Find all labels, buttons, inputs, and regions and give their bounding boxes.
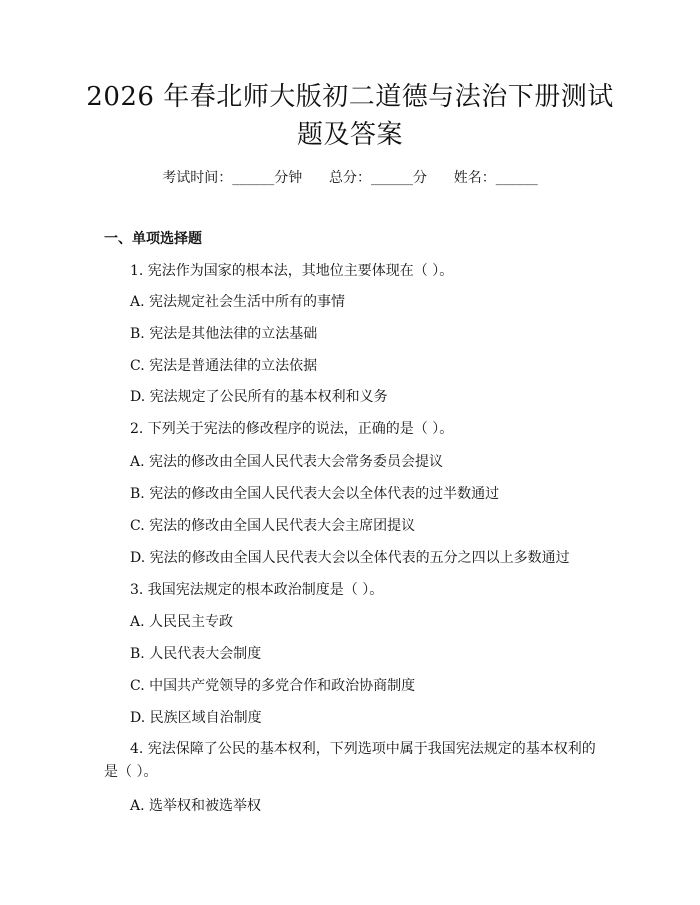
question-2-stem: 2. 下列关于宪法的修改程序的说法，正确的是（ ）。	[130, 421, 454, 437]
question-1-option-b: B. 宪法是其他法律的立法基础	[130, 326, 318, 342]
question-1-option-c: C. 宪法是普通法律的立法依据	[130, 358, 318, 374]
question-4-option-a: A. 选举权和被选举权	[130, 798, 262, 814]
question-2-option-b: B. 宪法的修改由全国人民代表大会以全体代表的过半数通过	[130, 486, 500, 502]
title-line-1: 2026 年春北师大版初二道德与法治下册测试	[86, 82, 614, 112]
title-line-2: 题及答案	[296, 120, 403, 150]
question-2-option-c: C. 宪法的修改由全国人民代表大会主席团提议	[130, 518, 416, 534]
document-title	[60, 78, 640, 154]
question-3-stem: 3. 我国宪法规定的根本政治制度是（ ）。	[130, 582, 384, 598]
question-3-option-a: A. 人民民主专政	[130, 614, 234, 630]
section-heading: 一、单项选择题	[104, 231, 202, 247]
question-2-option-d: D. 宪法的修改由全国人民代表大会以全体代表的五分之四以上多数通过	[130, 550, 570, 566]
question-4-stem-line-2: 是（ ）。	[104, 764, 158, 780]
question-1-stem: 1. 宪法作为国家的根本法，其地位主要体现在（ ）。	[130, 263, 454, 279]
question-3-option-d: D. 民族区域自治制度	[130, 710, 262, 726]
question-2-option-a: A. 宪法的修改由全国人民代表大会常务委员会提议	[130, 454, 444, 470]
question-4-stem-line-1: 4. 宪法保障了公民的基本权利，下列选项中属于我国宪法规定的基本权利的	[130, 741, 596, 757]
question-3-option-b: B. 人民代表大会制度	[130, 646, 262, 662]
question-1-option-a: A. 宪法规定社会生活中所有的事情	[130, 294, 346, 310]
question-1-option-d: D. 宪法规定了公民所有的基本权利和义务	[130, 389, 388, 405]
exam-meta-line: 考试时间：______分钟 总分：______分 姓名：______	[162, 170, 538, 186]
question-3-option-c: C. 中国共产党领导的多党合作和政治协商制度	[130, 678, 416, 694]
